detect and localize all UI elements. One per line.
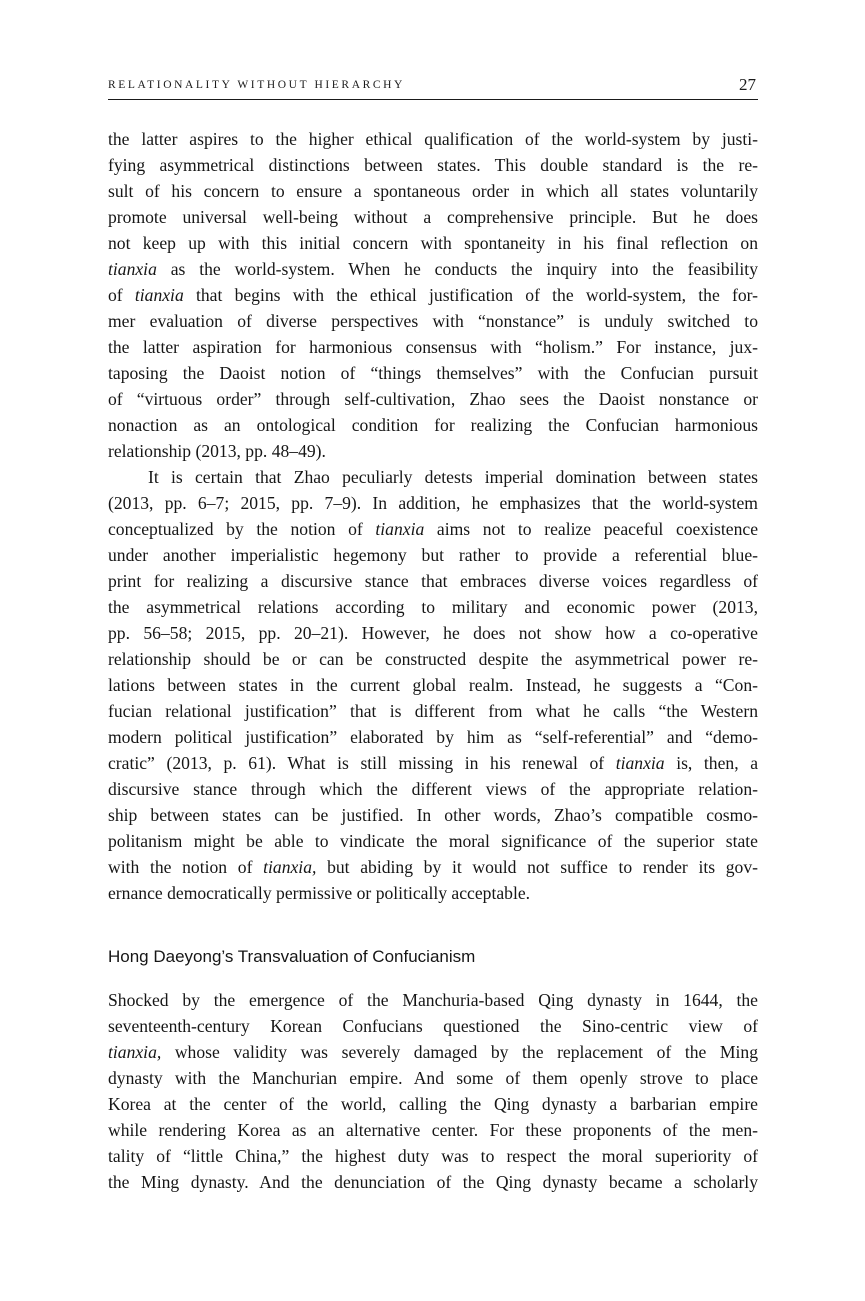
text-line — [108, 256, 758, 282]
text-line: while rendering Korea as an alternative center. For these proponents of the men- — [108, 1120, 758, 1140]
text-run: cratic” (2013, p. 61). What is still missing in his renewal of — [108, 753, 616, 773]
text-line: tality of “little China,” the highest duty was to respect the moral superiority of — [108, 1146, 758, 1166]
text-run: is, then, a — [664, 753, 759, 773]
text-line — [108, 854, 758, 880]
italic-term: tianxia — [108, 259, 157, 279]
text-line: fying asymmetrical distinctions between states. This double standard is the re- — [108, 155, 758, 175]
text-line: seventeenth-century Korean Confucians questioned the Sino-centric view of — [108, 1016, 758, 1036]
text-line: fucian relational justification” that is different from what he calls “the Western — [108, 701, 758, 721]
text-line: discursive stance through which the different views of the appropriate relation- — [108, 779, 758, 799]
text-line: promote universal well-being without a comprehensive principle. But he does — [108, 207, 758, 227]
text-line: the latter aspires to the higher ethical qualification of the world-system by justi- — [108, 129, 758, 149]
text-line: lations between states in the current global realm. Instead, he suggests a “Con- — [108, 675, 758, 695]
text-line: of “virtuous order” through self-cultivation, Zhao sees the Daoist nonstance or — [108, 389, 758, 409]
text-line: politanism might be able to vindicate the moral significance of the superior state — [108, 831, 758, 851]
text-run: aims not to realize peaceful coexistence — [424, 519, 759, 539]
italic-term: tianxia — [375, 519, 425, 539]
section-heading: Hong Daeyong’s Transvaluation of Confucianism — [108, 947, 476, 966]
text-line: nonaction as an ontological condition for realizing the Confucian harmonious — [108, 415, 758, 435]
italic-term: tianxia, — [108, 1042, 162, 1062]
italic-term: tianxia — [615, 753, 665, 773]
text-line: modern political justification” elaborated by him as “self-referential” and “demo- — [108, 727, 758, 747]
running-head-title: RELATIONALITY WITHOUT HIERARCHY — [108, 79, 405, 91]
running-head — [108, 75, 758, 97]
text-line — [108, 282, 758, 308]
text-run: with the notion of — [108, 857, 264, 877]
text-line: mer evaluation of diverse perspectives with “nonstance” is unduly switched to — [108, 311, 758, 331]
text-line: taposing the Daoist notion of “things themselves” with the Confucian pursuit — [108, 363, 758, 383]
text-run: of — [108, 285, 135, 305]
text-line: It is certain that Zhao peculiarly detests imperial domination between states — [148, 467, 758, 487]
text-run: that begins with the ethical justification of the world-system, the for- — [183, 285, 758, 305]
text-line: pp. 56–58; 2015, pp. 20–21). However, he does not show how a co-operative — [108, 623, 758, 643]
text-line: ernance democratically permissive or politically acceptable. — [108, 883, 531, 903]
text-line — [108, 1039, 758, 1065]
text-line: ship between states can be justified. In other words, Zhao’s compatible cosmo- — [108, 805, 758, 825]
header-rule — [108, 99, 758, 100]
text-line: relationship (2013, pp. 48–49). — [108, 441, 326, 461]
text-line — [108, 516, 758, 542]
italic-term: tianxia — [134, 285, 184, 305]
text-line: the latter aspiration for harmonious consensus with “holism.” For instance, jux- — [108, 337, 758, 357]
text-line: relationship should be or can be constructed despite the asymmetrical power re- — [108, 649, 758, 669]
text-line: print for realizing a discursive stance that embraces diverse voices regardless of — [108, 571, 758, 591]
text-line — [108, 750, 758, 776]
text-run: whose validity was severely damaged by the replacement of the Ming — [161, 1042, 758, 1062]
text-line: dynasty with the Manchurian empire. And some of them openly strove to place — [108, 1068, 758, 1088]
text-line: the Ming dynasty. And the denunciation of the Qing dynasty became a scholarly — [108, 1172, 758, 1192]
italic-term: tianxia, — [263, 857, 317, 877]
text-line: the asymmetrical relations according to military and economic power (2013, — [108, 597, 758, 617]
text-line: not keep up with this initial concern with spontaneity in his final reflection on — [108, 233, 758, 253]
text-line: Korea at the center of the world, calling the Qing dynasty a barbarian empire — [108, 1094, 758, 1114]
text-line: under another imperialistic hegemony but rather to provide a referential blue- — [108, 545, 758, 565]
text-run: but abiding by it would not suffice to render its gov- — [316, 857, 758, 877]
text-run: conceptualized by the notion of — [108, 519, 376, 539]
text-run: as the world-system. When he conducts the inquiry into the feasibility — [156, 259, 758, 279]
text-line: (2013, pp. 6–7; 2015, pp. 7–9). In addition, he emphasizes that the world-system — [108, 493, 758, 513]
page-number: 27 — [739, 75, 756, 94]
text-line: Shocked by the emergence of the Manchuria-based Qing dynasty in 1644, the — [108, 990, 758, 1010]
text-line: sult of his concern to ensure a spontaneous order in which all states voluntarily — [108, 181, 758, 201]
